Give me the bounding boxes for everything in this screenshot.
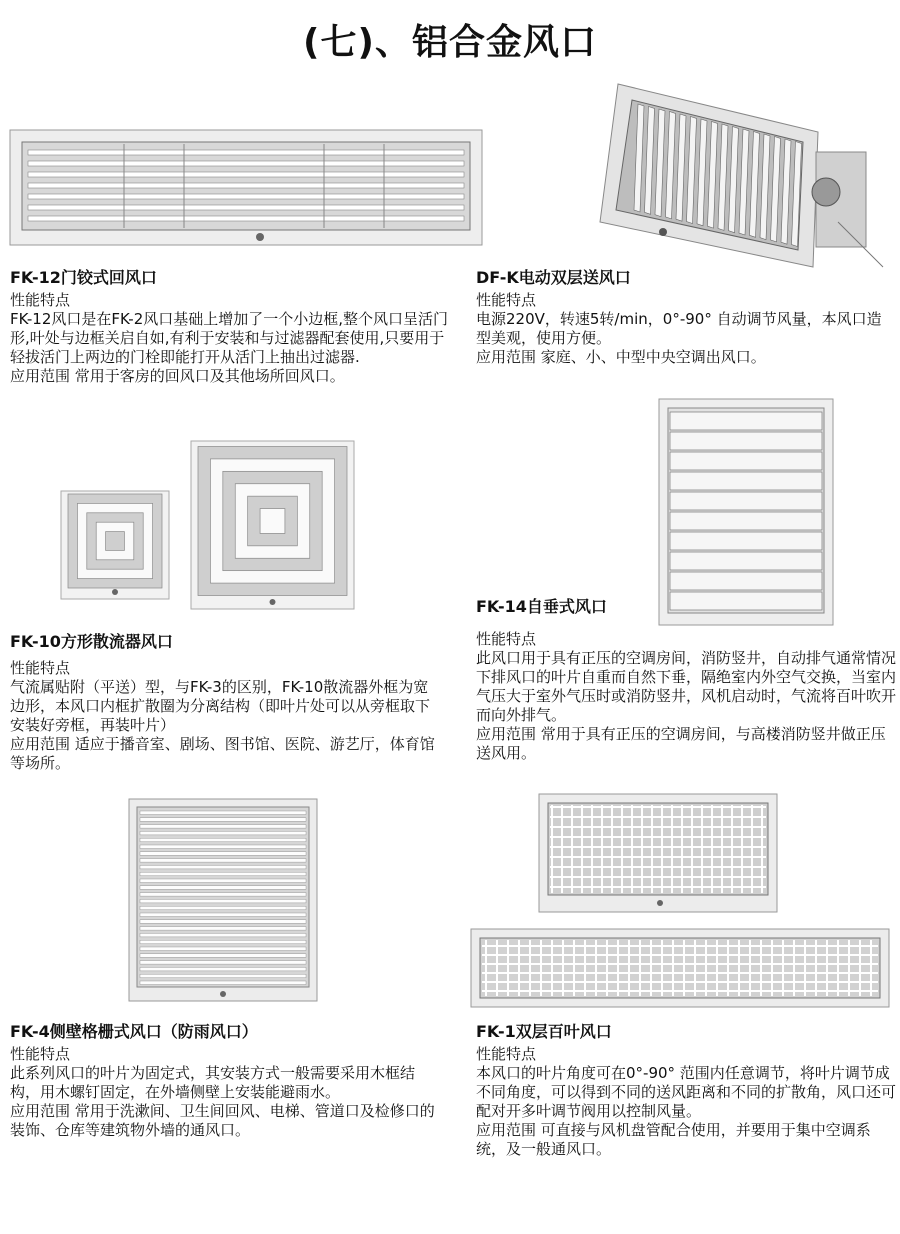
sidewall-louver-grille-icon bbox=[128, 798, 318, 1002]
product-description: 电源220V，转速5转/min，0°-90° 自动调节风量，本风口造型美观，使用方便。 bbox=[476, 310, 882, 347]
egg-crate-grille-icon bbox=[538, 793, 778, 913]
product-application: 应用范围 常用于具有正压的空调房间，与高楼消防竖井做正压送风用。 bbox=[476, 725, 886, 762]
product-application: 应用范围 适应于播音室、剧场、图书馆、医院、游艺厅，体育馆等场所。 bbox=[10, 735, 435, 772]
product-fk12 bbox=[10, 268, 450, 386]
product-description: 此风口用于具有正压的空调房间，消防竖井，自动排气通常情况下排风口的叶片自重而自然下垂，隔绝室内外空气交换，当室内气压大于室外气压时或消防竖井，风机启动时，气流将百叶吹开而向外排气。 bbox=[476, 649, 897, 724]
product-fk10 bbox=[10, 632, 440, 773]
product-fk1 bbox=[476, 1022, 898, 1159]
product-dfk bbox=[476, 268, 896, 367]
product-application: 应用范围 常用于洗漱间、卫生间回风、电梯、管道口及检修口的装饰、仓库等建筑物外墙的通风口。 bbox=[10, 1102, 435, 1139]
square-diffuser-large-image bbox=[190, 440, 355, 610]
product-name: FK-10方形散流器风口 bbox=[10, 632, 173, 651]
features-label: 性能特点 bbox=[476, 291, 537, 309]
product-name: FK-1双层百叶风口 bbox=[476, 1022, 612, 1041]
product-description: 本风口的叶片角度可在0°-90° 范围内任意调节，将叶片调节成不同角度，可以得到不同的送风距离和不同的扩散角，风口还可配对开多叶调节阀用以控制风量。 bbox=[476, 1064, 897, 1120]
sidewall-louver-image bbox=[128, 798, 318, 1002]
product-description: 气流属贴附（平送）型，与FK-3的区别，FK-10散流器外框为宽边形，本风口内框扩散圈为分离结构（即叶片处可以从旁框取下安装好旁框，再装叶片） bbox=[10, 678, 431, 734]
linear-return-grille-icon bbox=[8, 120, 486, 250]
motorized-double-deflection-grille-icon bbox=[598, 82, 888, 272]
product-name: FK-12门铰式回风口 bbox=[10, 268, 157, 287]
page-title: (七)、铝合金风口 bbox=[303, 22, 597, 63]
features-label: 性能特点 bbox=[476, 1045, 537, 1063]
features-label: 性能特点 bbox=[10, 1045, 71, 1063]
gravity-louver-image bbox=[658, 398, 834, 626]
gravity-louver-icon bbox=[658, 398, 834, 626]
motorized-grille-image bbox=[598, 82, 888, 272]
product-application: 应用范围 可直接与风机盘管配合使用，并要用于集中空调系统，及一般通风口。 bbox=[476, 1121, 871, 1158]
product-name: FK-14自垂式风口 bbox=[476, 597, 607, 616]
egg-crate-grille-image bbox=[538, 793, 778, 913]
product-name: FK-4侧壁格栅式风口（防雨风口） bbox=[10, 1022, 258, 1041]
double-louver-grille-icon bbox=[470, 928, 890, 1008]
features-label: 性能特点 bbox=[10, 291, 71, 309]
product-description: 此系列风口的叶片为固定式，其安装方式一般需要采用木框结构，用木螺钉固定，在外墙侧壁上安装能避雨水。 bbox=[10, 1064, 416, 1101]
product-description: FK-12风口是在FK-2风口基础上增加了一个小边框,整个风口呈活门形,叶处与边框关启自如,有利于安装和与过滤器配套使用,只要用于轻拔活门上两边的门栓即能打开从活门上抽出过滤器. bbox=[10, 310, 449, 366]
product-application: 应用范围 家庭、小、中型中央空调出风口。 bbox=[476, 348, 766, 366]
features-label: 性能特点 bbox=[10, 659, 71, 677]
linear-return-grille-image bbox=[8, 120, 486, 250]
features-label: 性能特点 bbox=[476, 630, 537, 648]
double-louver-grille-image bbox=[470, 928, 890, 1008]
product-fk14 bbox=[476, 597, 898, 763]
square-diffuser-large-icon bbox=[190, 440, 355, 610]
product-name: DF-K电动双层送风口 bbox=[476, 268, 631, 287]
product-fk4 bbox=[10, 1022, 440, 1140]
product-application: 应用范围 常用于客房的回风口及其他场所回风口。 bbox=[10, 367, 345, 385]
square-diffuser-small-image bbox=[60, 490, 170, 600]
square-diffuser-small-icon bbox=[60, 490, 170, 600]
